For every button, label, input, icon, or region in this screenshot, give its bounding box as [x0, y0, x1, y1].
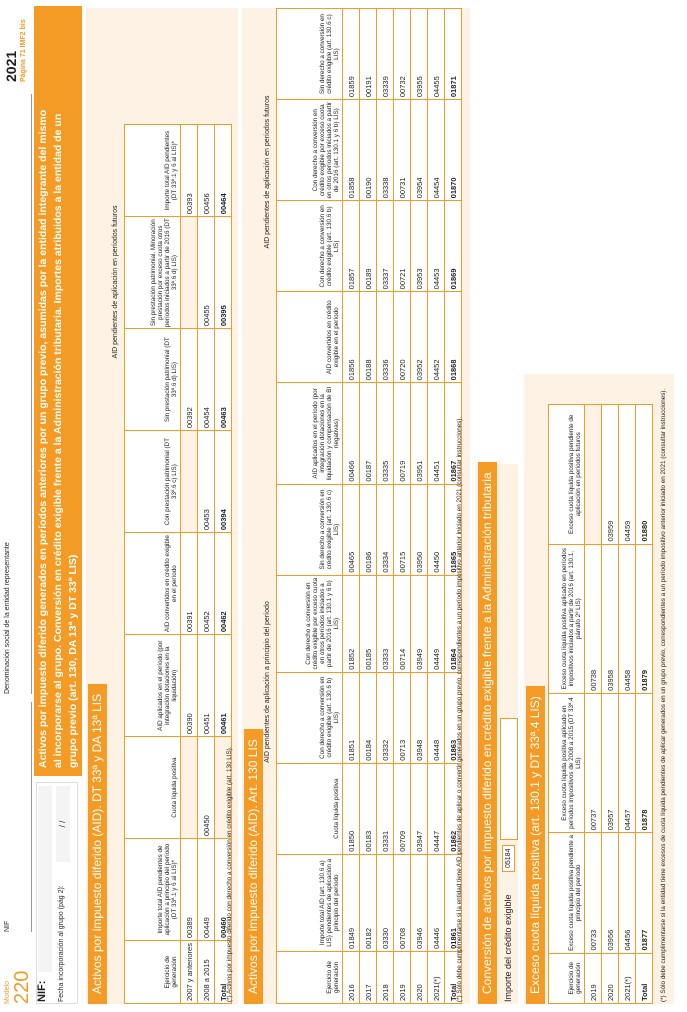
- sec2-value-cell[interactable]: 04449: [428, 575, 445, 672]
- sec2-value-cell[interactable]: 00186: [360, 484, 377, 575]
- section1-group-label: AID pendientes de aplicación en períodos futuros: [112, 205, 119, 359]
- title-line-1: Activos por impuesto diferido generados en períodos anteriores por un grupo previo, asumidas por la entidad integrante del mismo: [37, 109, 49, 768]
- sec2-value-cell[interactable]: 00715: [394, 484, 411, 575]
- s2-h3: Con derecho a conversión en crédito exigible (art. 130.6 b) LIS): [277, 672, 343, 763]
- s4-h2: Exceso cuota líquida positiva aplicado en períodos impositivos de 2008 a 2015 (DT 33ª.4 LIS): [549, 693, 585, 833]
- sec2-value-cell[interactable]: 00189: [360, 201, 377, 292]
- s4-h0: Ejercicio de generación: [549, 953, 585, 1003]
- fecha-field[interactable]: / /: [56, 786, 70, 862]
- sec2-value-cell[interactable]: 01870: [445, 100, 462, 201]
- sec2-value-cell[interactable]: 00466: [343, 383, 360, 484]
- s1-r0-c3[interactable]: 00390: [181, 635, 198, 737]
- sec2-value-cell[interactable]: 01862: [445, 763, 462, 854]
- s1-r2-c6[interactable]: 00463: [215, 329, 232, 431]
- sec2-value-cell[interactable]: 01857: [343, 201, 360, 292]
- sec2-value-cell[interactable]: 01871: [445, 9, 462, 100]
- sec2-value-cell[interactable]: 03950: [411, 484, 428, 575]
- sec4-value-cell[interactable]: 01880: [636, 405, 653, 545]
- sec2-value-cell[interactable]: 03336: [377, 292, 394, 383]
- sec2-value-cell[interactable]: 00731: [394, 100, 411, 201]
- section1-table: [124, 124, 232, 1004]
- section4-table: [548, 404, 653, 1004]
- table-row: [181, 125, 198, 1004]
- nif-box-label: NIF:: [36, 980, 48, 1002]
- s1-r1-c4[interactable]: 00452: [198, 533, 215, 635]
- sec4-value-cell[interactable]: 00738: [585, 544, 602, 693]
- title-line-2: al incorporarse al grupo. Conversión en crédito exigible frente a la Administración tributaria. Importes atribuidos a la entidad de un: [52, 113, 64, 768]
- s1-r2-year: Total: [215, 941, 232, 1004]
- sec2-value-cell[interactable]: 04454: [428, 100, 445, 201]
- sec2-year-cell: Total: [445, 951, 462, 1003]
- sec2-value-cell[interactable]: 03946: [411, 854, 428, 951]
- s1-h0: Ejercicio de generación: [125, 941, 181, 1004]
- table-row: [585, 405, 602, 1004]
- table-row: [394, 9, 411, 1004]
- sec2-value-cell[interactable]: 01869: [445, 201, 462, 292]
- s1-r2-c4[interactable]: 00462: [215, 533, 232, 635]
- s1-r2-c1[interactable]: 00460: [215, 839, 232, 941]
- sec2-value-cell[interactable]: 03331: [377, 763, 394, 854]
- sec2-value-cell[interactable]: 04446: [428, 854, 445, 951]
- sec2-value-cell[interactable]: 01849: [343, 854, 360, 951]
- sec2-value-cell[interactable]: 00732: [394, 9, 411, 100]
- sec2-value-cell[interactable]: 03953: [411, 201, 428, 292]
- sec2-value-cell[interactable]: 03330: [377, 854, 394, 951]
- sec2-value-cell[interactable]: 00182: [360, 854, 377, 951]
- modelo-number: 220: [11, 970, 33, 1004]
- sec4-year-cell: 2021(*): [619, 953, 636, 1003]
- s1-r0-c4[interactable]: 00391: [181, 533, 198, 635]
- section2-group-left: AID pendientes de aplicación a principio del período: [264, 601, 271, 763]
- s2-h9: Con derecho a conversión en crédito exigible por exceso cuota en otros períodos iniciados a partir de 2016 (art. 130.1 y 6 b) LIS): [277, 100, 343, 201]
- s2-h4: Con derecho a conversión en crédito exigible por exceso cuota en otros períodos iniciados a partir de 2016 (art. 130.1 y 6 b) LIS): [277, 575, 343, 672]
- table-row: [198, 125, 215, 1004]
- section4-rows: [585, 405, 653, 1004]
- sec4-value-cell[interactable]: 01878: [636, 693, 653, 833]
- s1-r0-year: 2007 y anteriores: [181, 941, 198, 1004]
- s1-h6: Sin prestación patrimonial (DT 33ª.6 d) LIS): [125, 329, 181, 431]
- sec2-value-cell[interactable]: 00714: [394, 575, 411, 672]
- sec2-value-cell[interactable]: 00709: [394, 763, 411, 854]
- sec2-value-cell[interactable]: 01865: [445, 484, 462, 575]
- s2-h7: AID convertidos en crédito exigible en el período: [277, 292, 343, 383]
- section4-note: (*) Sólo debe cumplimentarse si la entidad tiene excesos de cuota líquida pendientes de aplicar generados en un grupo previo, correspondientes a un período impositivo anterior iniciado en 2021 (consultar instrucciones).: [660, 388, 667, 1002]
- sec2-value-cell[interactable]: 00188: [360, 292, 377, 383]
- sec2-value-cell[interactable]: 00190: [360, 100, 377, 201]
- s4-h1: Exceso cuota líquida positiva pendiente a principio del período: [549, 833, 585, 953]
- page-label: Página 71 IMF2 bis: [20, 19, 27, 82]
- sec2-value-cell[interactable]: 00720: [394, 292, 411, 383]
- sec2-value-cell[interactable]: 01856: [343, 292, 360, 383]
- s1-r0-c6[interactable]: 00392: [181, 329, 198, 431]
- nif-box-field[interactable]: [38, 786, 52, 972]
- s1-r0-c5: [181, 431, 198, 533]
- s1-r1-c2[interactable]: 00450: [198, 737, 215, 839]
- s1-r1-c3[interactable]: 00451: [198, 635, 215, 737]
- sec2-value-cell[interactable]: 03337: [377, 201, 394, 292]
- credito-label: Importe del crédito exigible: [503, 894, 513, 1002]
- sec4-value-cell[interactable]: 00733: [585, 833, 602, 953]
- title-bar: [34, 6, 82, 776]
- sec2-value-cell[interactable]: 03332: [377, 672, 394, 763]
- sec4-value-cell[interactable]: 04458: [619, 544, 636, 693]
- s1-r2-c7[interactable]: 00395: [215, 217, 232, 329]
- s1-h4: AID convertidos en crédito exigible en el período: [125, 533, 181, 635]
- s2-h0: Ejercicio de generación: [277, 951, 343, 1003]
- sec2-value-cell[interactable]: 03335: [377, 383, 394, 484]
- sec2-value-cell[interactable]: 01852: [343, 575, 360, 672]
- section2-note: (*) Sólo debe cumplimentarse si la entidad tiene AID pendientes de aplicar o convertir generados en un grupo previo, correspondientes a un período impositivo anterior iniciado en 2021 (consultar instrucciones).: [456, 416, 463, 1002]
- table-row: [428, 9, 445, 1004]
- denominacion-label: Denominación social de la entidad representante: [4, 542, 11, 694]
- s1-h7: Sin prestación patrimonial. Minoración prestación por exceso cuota otros períodos iniciados a partir de 2016 (DT 33ª.6 d) LIS): [125, 217, 181, 329]
- sec2-value-cell[interactable]: 04451: [428, 383, 445, 484]
- s1-r1-c1[interactable]: 00449: [198, 839, 215, 941]
- sec2-value-cell[interactable]: 04447: [428, 763, 445, 854]
- table-row: [377, 9, 394, 1004]
- sec2-value-cell[interactable]: 04448: [428, 672, 445, 763]
- sec2-year-cell: 2017: [360, 951, 377, 1003]
- sec2-value-cell[interactable]: 04453: [428, 201, 445, 292]
- s1-h8: Importe total AID pendientes (DT 33ª.1 y 6 al LIS)*: [125, 125, 181, 217]
- sec2-value-cell[interactable]: 01861: [445, 854, 462, 951]
- sec2-value-cell[interactable]: 00465: [343, 484, 360, 575]
- sec2-value-cell[interactable]: 04452: [428, 292, 445, 383]
- s1-h3: AID aplicados en el período (por integración dotaciones en la liquidación): [125, 635, 181, 737]
- sec2-value-cell[interactable]: 03334: [377, 484, 394, 575]
- sec2-year-cell: 2019: [394, 951, 411, 1003]
- denominacion-field[interactable]: [13, 94, 32, 694]
- sec4-value-cell[interactable]: 03956: [602, 833, 619, 953]
- sec2-value-cell[interactable]: 01863: [445, 672, 462, 763]
- s1-r1-c7[interactable]: 00455: [198, 217, 215, 329]
- s1-r1-c8[interactable]: 00456: [198, 125, 215, 217]
- s1-h1: Importe total AID pendientes de aplicación a principio del período (DT 33ª.1 y 6 al LIS)*: [125, 839, 181, 941]
- s4-h3: Exceso cuota líquida positiva aplicado en períodos impositivos iniciados a partir de 2016 (art. 130.1, párrafo 2º LIS): [549, 544, 585, 693]
- s1-h2: Cuota líquida positiva: [125, 737, 181, 839]
- sec4-year-cell: Total: [636, 953, 653, 1003]
- title-line-3: grupo previo (art. 130, DA 13ª y DT 33ª LIS): [67, 554, 79, 768]
- sec2-year-cell: 2016: [343, 951, 360, 1003]
- sec2-value-cell[interactable]: 01850: [343, 763, 360, 854]
- sec2-value-cell[interactable]: 03949: [411, 575, 428, 672]
- year-label: 2021: [3, 50, 19, 82]
- sec2-value-cell[interactable]: 01864: [445, 575, 462, 672]
- s1-r1-year: 2008 a 2015: [198, 941, 215, 1004]
- sec4-value-cell[interactable]: 03957: [602, 693, 619, 833]
- sec4-value-cell[interactable]: 00737: [585, 693, 602, 833]
- sec4-value-cell[interactable]: 04459: [619, 405, 636, 545]
- section4-heading: Exceso cuota líquida positiva (art. 130.1 y DT 33ª.4 LIS): [526, 686, 545, 1004]
- sec4-value-cell[interactable]: 01877: [636, 833, 653, 953]
- s2-h5: Sin derecho a conversión en crédito exigible (art. 130.6 c) LIS): [277, 484, 343, 575]
- sec4-year-cell: 2019: [585, 953, 602, 1003]
- section2-rows: [343, 9, 462, 1004]
- credito-code: 05184: [502, 845, 515, 872]
- section3-heading: Conversión de activos por impuesto diferido en crédito exigible frente a la Administración tributaria: [478, 462, 497, 1004]
- sec2-value-cell[interactable]: 00185: [360, 575, 377, 672]
- sec2-value-cell[interactable]: 00184: [360, 672, 377, 763]
- sec2-value-cell[interactable]: 01858: [343, 100, 360, 201]
- sec2-year-cell: 2018: [377, 951, 394, 1003]
- s2-h10: Sin derecho a conversión en crédito exigible (art. 130.6 c) LIS): [277, 9, 343, 100]
- table-row: [411, 9, 428, 1004]
- s1-r2-c8[interactable]: 00464: [215, 125, 232, 217]
- sec2-value-cell[interactable]: 01867: [445, 383, 462, 484]
- sec2-value-cell[interactable]: 03338: [377, 100, 394, 201]
- sec2-value-cell[interactable]: 00719: [394, 383, 411, 484]
- sec2-value-cell[interactable]: 01859: [343, 9, 360, 100]
- sec2-year-cell: 2021(*): [428, 951, 445, 1003]
- sec4-value-cell[interactable]: 03958: [602, 544, 619, 693]
- table-row: [360, 9, 377, 1004]
- s1-r0-c8[interactable]: 00393: [181, 125, 198, 217]
- sec4-value-cell[interactable]: 04456: [619, 833, 636, 953]
- table-row: [636, 405, 653, 1004]
- section1-note: (*) Activos por impuesto diferido con derecho a conversión en crédito exigible (art. 130 LIS).: [226, 746, 233, 1002]
- sec2-value-cell[interactable]: 00187: [360, 383, 377, 484]
- s4-h4: Exceso cuota líquida positiva pendiente de aplicación en períodos futuros: [549, 405, 585, 545]
- sec2-value-cell[interactable]: 00183: [360, 763, 377, 854]
- sec4-value-cell: [585, 405, 602, 545]
- table-row: [602, 405, 619, 1004]
- s1-r0-c7: [181, 217, 198, 329]
- sec2-year-cell: 2020: [411, 951, 428, 1003]
- sec2-value-cell[interactable]: 01868: [445, 292, 462, 383]
- sec2-value-cell[interactable]: 00721: [394, 201, 411, 292]
- section2-group-right: AID pendientes de aplicación en períodos futuros: [264, 95, 271, 249]
- sec2-value-cell[interactable]: 00713: [394, 672, 411, 763]
- s1-h5: Con prestación patrimonial (DT 33ª.6 c) LIS): [125, 431, 181, 533]
- modelo-label: Modelo: [4, 981, 11, 1004]
- fecha-label: Fecha incorporación al grupo (pág 2):: [58, 885, 65, 1002]
- s2-h1: Importe total AID (art. 130.6 a) LIS) pendientes de aplicación a principio del período: [277, 854, 343, 951]
- s2-h8: Con derecho a conversión en crédito exigible (art. 130.6 b) LIS): [277, 201, 343, 292]
- s1-r0-c1[interactable]: 00389: [181, 839, 198, 941]
- sec2-value-cell[interactable]: 03955: [411, 9, 428, 100]
- sec2-value-cell[interactable]: 00708: [394, 854, 411, 951]
- sec2-value-cell[interactable]: 00191: [360, 9, 377, 100]
- s1-r1-c6[interactable]: 00454: [198, 329, 215, 431]
- sec4-value-cell[interactable]: 01879: [636, 544, 653, 693]
- s1-r0-c2: [181, 737, 198, 839]
- sec4-value-cell[interactable]: 04457: [619, 693, 636, 833]
- nif-header-field[interactable]: [13, 702, 32, 932]
- s2-h6: AID aplicados en el período (por integración dotaciones en la liquidación y compensación de BI negativas): [277, 383, 343, 484]
- section1-heading: Activos por impuesto diferido (AID). DT 33ª y DA 13ª LIS: [88, 684, 107, 1004]
- sec2-value-cell[interactable]: 03954: [411, 100, 428, 201]
- section2-heading: Activos por impuesto diferido (AID). Art. 130 LIS: [244, 729, 263, 1004]
- sec4-value-cell[interactable]: 03959: [602, 405, 619, 545]
- sec2-value-cell[interactable]: 04450: [428, 484, 445, 575]
- sec2-value-cell[interactable]: 03339: [377, 9, 394, 100]
- sec2-value-cell[interactable]: 03333: [377, 575, 394, 672]
- s1-r2-c3[interactable]: 00461: [215, 635, 232, 737]
- table-row: [343, 9, 360, 1004]
- sec2-value-cell[interactable]: 03948: [411, 672, 428, 763]
- sec4-year-cell: 2020: [602, 953, 619, 1003]
- sec2-value-cell[interactable]: 04455: [428, 9, 445, 100]
- sec2-value-cell[interactable]: 03947: [411, 763, 428, 854]
- section2-table: [276, 8, 462, 1004]
- nif-header-label: NIF: [4, 920, 11, 932]
- s1-r2-c5[interactable]: 00394: [215, 431, 232, 533]
- credito-input[interactable]: [500, 718, 518, 840]
- table-row: [619, 405, 636, 1004]
- sec2-value-cell[interactable]: 03951: [411, 383, 428, 484]
- s2-h2: Cuota líquida positiva: [277, 763, 343, 854]
- sec2-value-cell[interactable]: 01851: [343, 672, 360, 763]
- s1-r1-c5[interactable]: 00453: [198, 431, 215, 533]
- sec2-value-cell[interactable]: 03952: [411, 292, 428, 383]
